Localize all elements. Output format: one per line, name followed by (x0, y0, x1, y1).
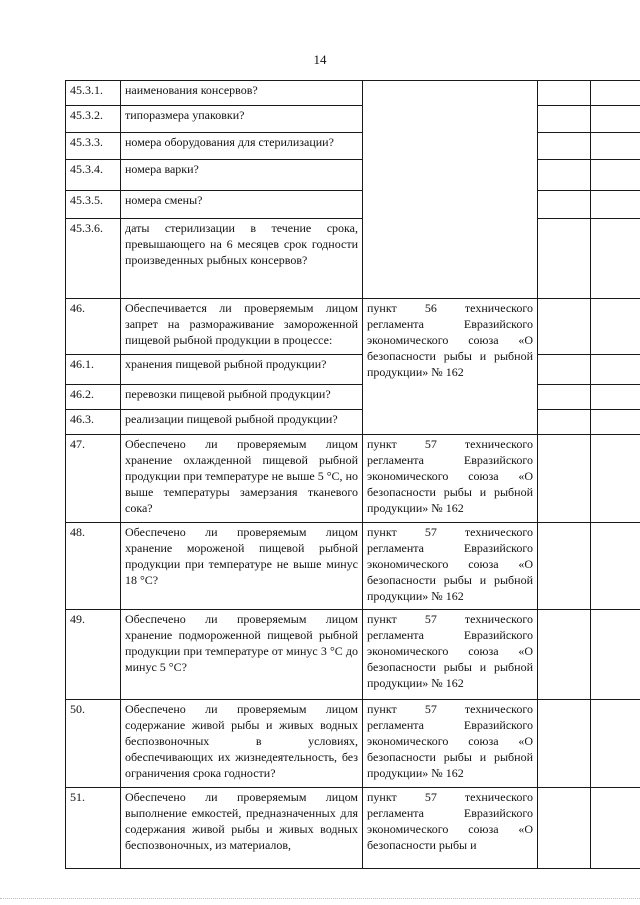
row-number: 47. (66, 435, 121, 523)
question-cell: Обеспечено ли проверяемым лицом хранение охлажденной пищевой рыбной продукции при температуре не выше 5 °C, но выше температуры замерзания тканевого сока? (121, 435, 363, 523)
checklist-table (65, 80, 640, 869)
row-number: 45.3.2. (66, 106, 121, 133)
page-number: 14 (313, 52, 327, 67)
row-number: 45.3.1. (66, 81, 121, 106)
scan-edge-line (0, 898, 640, 899)
legal-reference-cell: пункт 57 технического регламента Евразийского экономического союза «О безопасности рыбы и рыбной продукции» № 162 (363, 435, 538, 523)
table-row (66, 81, 640, 106)
note-cell (591, 435, 640, 523)
note-cell (591, 299, 640, 355)
note-cell (591, 106, 640, 133)
question-cell: номера оборудования для стерилизации? (121, 133, 363, 160)
table-row (66, 788, 640, 869)
answer-cell (538, 106, 591, 133)
row-number: 50. (66, 700, 121, 788)
table-row (66, 191, 640, 219)
answer-cell (538, 523, 591, 610)
row-number: 46.3. (66, 410, 121, 435)
legal-reference-cell: пункт 56 технического регламента Евразийского экономического союза «О безопасности рыбы и рыбной продукции» № 162 (363, 299, 538, 435)
note-cell (591, 133, 640, 160)
answer-cell (538, 160, 591, 191)
question-cell: номера варки? (121, 160, 363, 191)
answer-cell (538, 191, 591, 219)
table-row (66, 299, 640, 355)
note-cell (591, 191, 640, 219)
question-cell: номера смены? (121, 191, 363, 219)
answer-cell (538, 299, 591, 355)
table-row (66, 385, 640, 410)
note-cell (591, 788, 640, 869)
row-number: 45.3.3. (66, 133, 121, 160)
legal-reference-cell: пункт 57 технического регламента Евразийского экономического союза «О безопасности рыбы и рыбной продукции» № 162 (363, 523, 538, 610)
note-cell (591, 160, 640, 191)
answer-cell (538, 435, 591, 523)
row-number: 45.3.5. (66, 191, 121, 219)
table-row (66, 219, 640, 299)
question-cell: Обеспечено ли проверяемым лицом выполнение емкостей, предназначенных для содержания живой рыбы и живых водных беспозвоночных, из материалов, (121, 788, 363, 869)
table-row (66, 700, 640, 788)
legal-reference-cell (363, 81, 538, 299)
legal-reference-cell: пункт 57 технического регламента Евразийского экономического союза «О безопасности рыбы и (363, 788, 538, 869)
legal-reference-cell: пункт 57 технического регламента Евразийского экономического союза «О безопасности рыбы и рыбной продукции» № 162 (363, 610, 538, 700)
answer-cell (538, 133, 591, 160)
table-row (66, 133, 640, 160)
answer-cell (538, 610, 591, 700)
note-cell (591, 700, 640, 788)
legal-reference-cell: пункт 57 технического регламента Евразийского экономического союза «О безопасности рыбы и рыбной продукции» № 162 (363, 700, 538, 788)
answer-cell (538, 219, 591, 299)
note-cell (591, 355, 640, 385)
row-number: 46. (66, 299, 121, 355)
note-cell (591, 610, 640, 700)
question-cell: Обеспечивается ли проверяемым лицом запрет на размораживание замороженной пищевой рыбной продукции в процессе: (121, 299, 363, 355)
question-cell: Обеспечено ли проверяемым лицом хранение подмороженной пищевой рыбной продукции при температуре от минус 3 °C до минус 5 °C? (121, 610, 363, 700)
row-number: 51. (66, 788, 121, 869)
row-number: 46.1. (66, 355, 121, 385)
table-row (66, 523, 640, 610)
question-cell: хранения пищевой рыбной продукции? (121, 355, 363, 385)
question-cell: Обеспечено ли проверяемым лицом хранение мороженой пищевой рыбной продукции при температуре не выше минус 18 °C? (121, 523, 363, 610)
row-number: 45.3.6. (66, 219, 121, 299)
table-row (66, 410, 640, 435)
question-cell: наименования консервов? (121, 81, 363, 106)
note-cell (591, 523, 640, 610)
table-row (66, 106, 640, 133)
answer-cell (538, 700, 591, 788)
row-number: 48. (66, 523, 121, 610)
question-cell: даты стерилизации в течение срока, превышающего на 6 месяцев срок годности произведенных рыбных консервов? (121, 219, 363, 299)
table-row (66, 160, 640, 191)
row-number: 45.3.4. (66, 160, 121, 191)
answer-cell (538, 410, 591, 435)
question-cell: перевозки пищевой рыбной продукции? (121, 385, 363, 410)
table-row (66, 435, 640, 523)
question-cell: реализации пищевой рыбной продукции? (121, 410, 363, 435)
row-number: 46.2. (66, 385, 121, 410)
note-cell (591, 410, 640, 435)
answer-cell (538, 385, 591, 410)
question-cell: Обеспечено ли проверяемым лицом содержание живой рыбы и живых водных беспозвоночных в условиях, обеспечивающих их жизнедеятельность, без ограничения срока годности? (121, 700, 363, 788)
note-cell (591, 219, 640, 299)
note-cell (591, 385, 640, 410)
answer-cell (538, 355, 591, 385)
row-number: 49. (66, 610, 121, 700)
note-cell (591, 81, 640, 106)
table-row (66, 610, 640, 700)
answer-cell (538, 81, 591, 106)
table-row (66, 355, 640, 385)
answer-cell (538, 788, 591, 869)
question-cell: типоразмера упаковки? (121, 106, 363, 133)
